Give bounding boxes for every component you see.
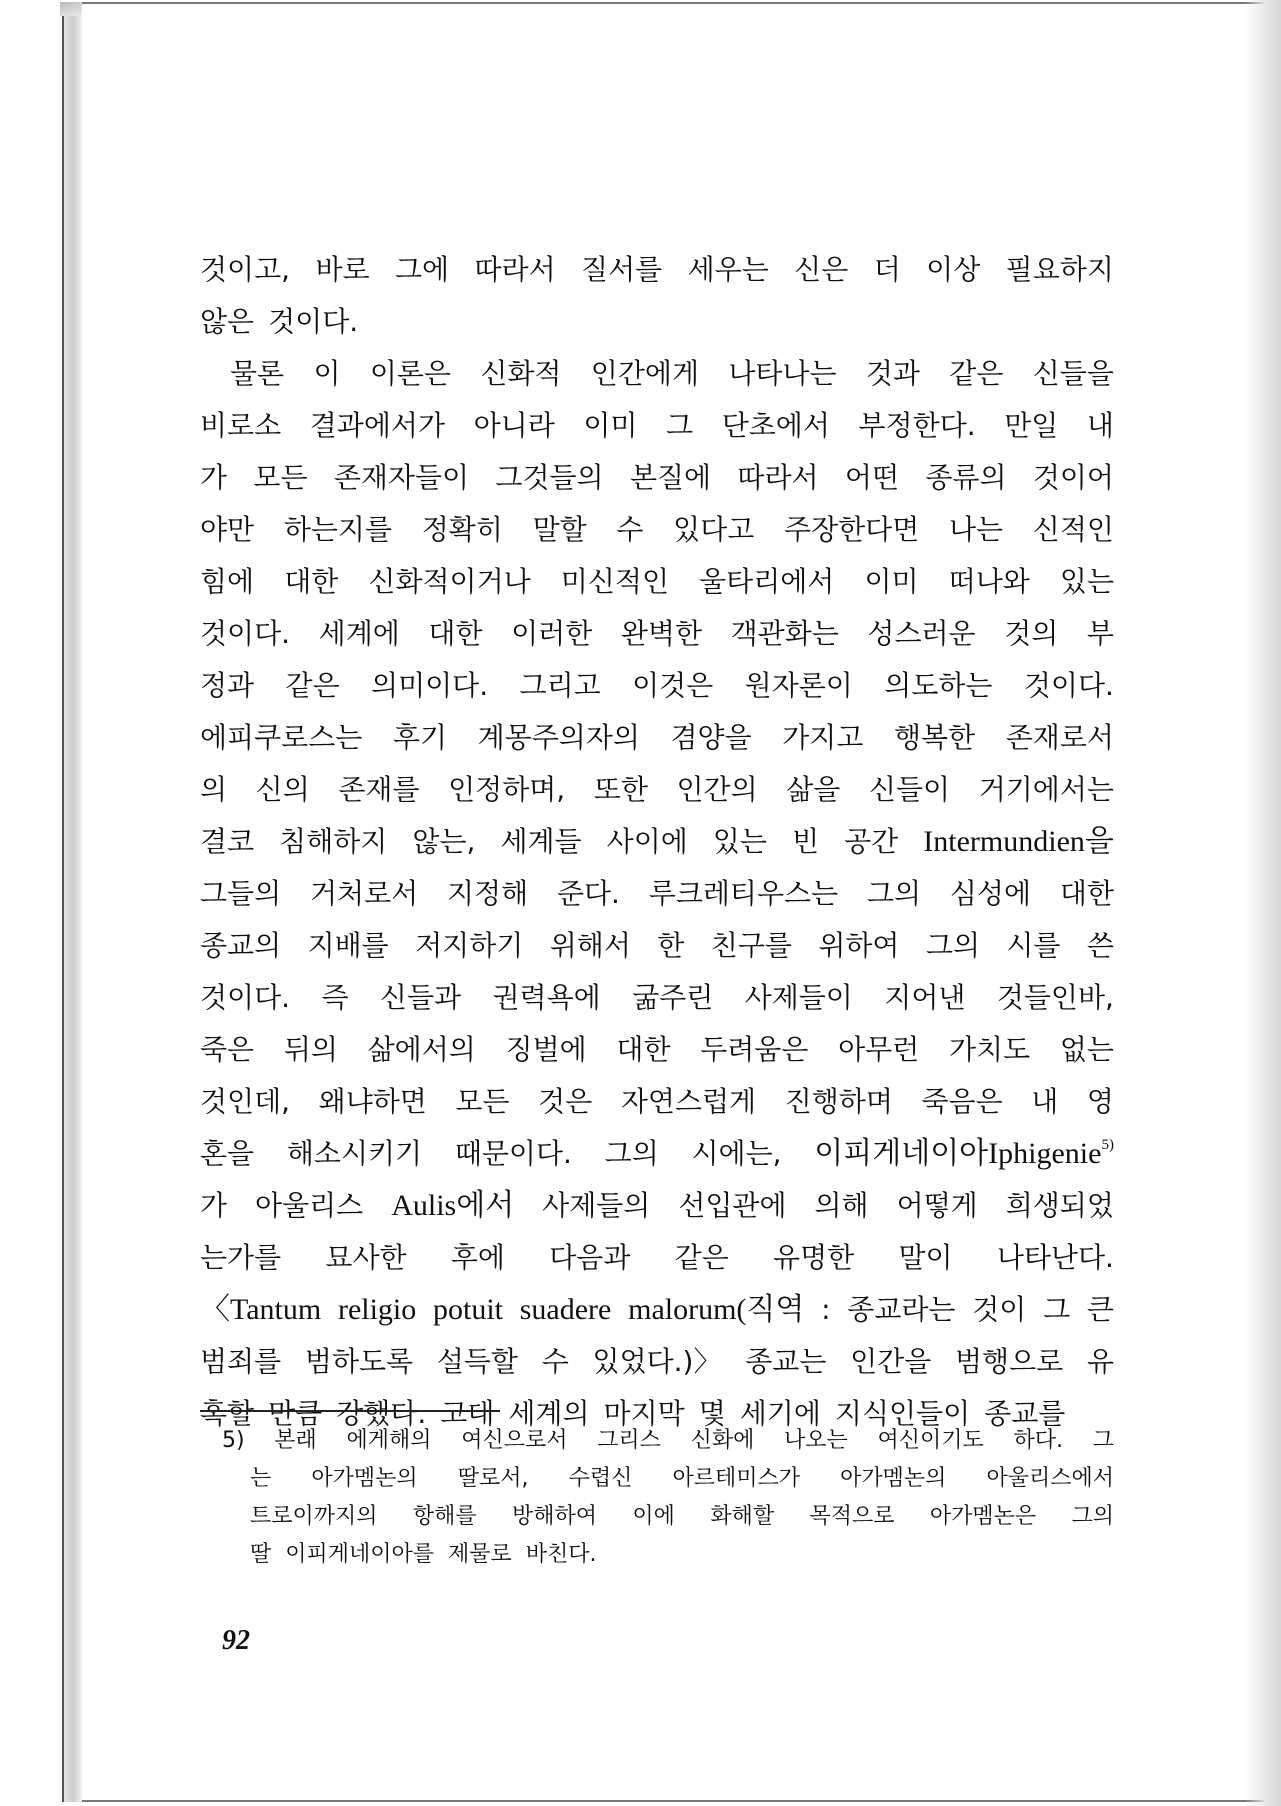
body-word: 필요하지 [1005,253,1114,286]
body-word: 그의 [925,929,980,962]
body-word: 단초에서 [721,409,830,442]
body-word: 는가를 [200,1241,282,1274]
body-word: 어떤 [844,461,900,494]
body-word: 삶을 [786,773,841,806]
body-word: 것은 [538,1085,593,1118]
body-line [200,400,1114,452]
page-edge-shadow [1245,0,1281,1806]
body-word: 그에 [394,253,450,286]
footnote-word: 그 [1092,1428,1114,1453]
footnote-word: 제물로 [448,1542,512,1567]
body-word: 친구를 [710,929,792,962]
body-line [200,348,1114,400]
footnote-word: 본래 [274,1428,317,1453]
body-word: 본질에 [629,461,712,494]
body-word: 바로 [315,253,370,286]
footnote-line [200,1498,1114,1536]
body-word: 설득할 [436,1345,518,1378]
body-word: 성스러운 [867,617,976,650]
body-word: 자연스럽게 [620,1085,757,1118]
body-word: 신들이 [868,773,951,806]
footnote-word: 아르테미스가 [672,1466,800,1491]
body-word: 유명한 [773,1241,855,1274]
body-word: 있었다.)〉 [592,1345,722,1378]
body-word: 존재자들이 [333,461,470,494]
body-word: 사제들이 [744,981,853,1014]
footnote-word: 이피게네이아를 [285,1542,435,1567]
body-word: 있다고 [673,513,755,546]
body-word: 인간의 [676,773,758,806]
body-word: 지어낸 [884,981,966,1014]
body-word: : [821,1293,831,1326]
body-word: 떠나와 [948,565,1030,598]
body-word: 이러한 [511,617,593,650]
body-word: 쓴 [1086,929,1114,962]
body-word: 범하도록 [304,1345,414,1378]
body-word: 사이에 [606,825,688,858]
body-line [200,972,1114,1024]
footnote-word: 화해할 [710,1504,775,1529]
body-word: 범행으로 [955,1345,1064,1378]
body-word: 즉 [321,981,349,1014]
body-line [200,504,1114,556]
body-word: 때문이다. [454,1137,572,1170]
body-word: 않는, [412,825,476,858]
footnote-word: 하다. [1013,1428,1063,1453]
body-word: 신은 [794,253,849,286]
body-word: 선입관에 [678,1189,787,1222]
body-word: 않은 [200,305,255,338]
body-word: 묘사한 [325,1241,407,1274]
body-word: 것이다. [268,305,359,338]
body-word: 이상 [926,253,981,286]
body-word: 에피쿠로스는 [200,721,363,754]
body-word: 주장한다면 [784,513,920,546]
body-word: 거기에서는 [978,773,1114,806]
body-word: 죽음은 [921,1085,1003,1118]
body-word: 행복한 [893,721,976,754]
body-word: 혼을 [200,1137,255,1170]
book-spine [62,6,82,1802]
body-word: 야만 [200,513,255,546]
body-word: 그리고 [519,669,601,702]
body-word: 큰 [1086,1293,1114,1326]
body-word: 것이고, [200,253,291,286]
body-word: 있는 [712,825,767,858]
body-word: 것이다. [200,617,291,650]
body-word: 말할 [532,513,587,546]
body-word: 침해하지 [279,825,388,858]
footnote-line [200,1460,1114,1498]
footnote-word: 그의 [1071,1504,1114,1529]
footnote-word: 딸로서, [457,1466,529,1491]
footnote-word: 신화에 [690,1428,755,1453]
body-word: 대한 [1059,877,1114,910]
body-word: 나타난다. [996,1241,1114,1274]
body-word: 시를 [1006,929,1061,962]
footnote-word: 항해를 [412,1504,477,1529]
body-word: 모든 [253,461,308,494]
body-word: 대한 [616,1033,671,1066]
body-word: 질서를 [581,253,663,286]
body-word: 가지고 [782,721,864,754]
footnote-word: 나오는 [784,1428,848,1453]
body-word: 세계의 [508,1397,590,1430]
body-line [200,556,1114,608]
body-word: 부 [1086,617,1114,650]
body-word: 죽은 [200,1033,255,1066]
body-word: Intermundien을 [923,825,1114,858]
footnote-word: 아가멤논의 [840,1466,947,1491]
body-word: 종교라는 [847,1293,956,1326]
body-word: 하는지를 [283,513,393,546]
body-word: 완벽한 [620,617,702,650]
body-word: 지식인들이 [834,1397,971,1430]
body-word: 존재로서 [1005,721,1114,754]
body-word: 가 [200,461,228,494]
footnote-line [200,1422,1114,1460]
body-line [200,608,1114,660]
body-word: 인간에게 [590,357,699,390]
footnote-line [200,1536,1114,1574]
body-word: 공간 [844,825,899,858]
body-word: 물론 [230,357,285,390]
body-word: 후에 [450,1241,505,1274]
body-line [200,1024,1114,1076]
footnote-word: 이에 [632,1504,675,1529]
body-word: 강했다. [336,1397,427,1430]
body-word: 세우는 [687,253,769,286]
body-word: 계몽주의자의 [477,721,640,754]
body-word: 신들을 [1032,357,1114,390]
footnote-separator [200,1410,500,1412]
body-word: 세기에 [739,1397,821,1430]
body-word: 뒤의 [283,1033,338,1066]
body-line [200,816,1114,868]
body-word: 의 [200,773,228,806]
body-word: 심성에 [949,877,1031,910]
body-line [200,296,1114,348]
footnote-word: 아울리스에서 [986,1466,1114,1491]
body-word: 종류의 [925,461,1007,494]
body-word: 다음과 [549,1241,631,1274]
body-word: 이론은 [369,357,451,390]
body-word: 종교를 [984,1397,1066,1430]
body-word: 신의 [255,773,310,806]
body-word: 더 [873,253,901,286]
body-word: 어떻게 [896,1189,978,1222]
body-word: 객관화는 [730,617,839,650]
body-word: 지배를 [307,929,389,962]
body-word: 원자론이 [744,669,853,702]
body-word: 같은 [949,357,1004,390]
footnote-word: 그리스 [597,1428,661,1453]
body-word: 것이 [972,1293,1027,1326]
body-word: 것과 [865,357,920,390]
body-word: 힘에 [200,565,255,598]
body-word: 가 [200,1189,228,1222]
body-word: 가치도 [948,1033,1031,1066]
body-line [200,1232,1114,1284]
body-word: 의미이다. [371,669,489,702]
body-word: 나는 [948,513,1004,546]
body-word: 따라서 [737,461,819,494]
body-text [200,244,1114,1440]
body-word: 사제들의 [542,1189,651,1222]
body-word: 희생되었 [1005,1189,1114,1222]
body-word: 한 [657,929,685,962]
footnote-word: 트로이까지의 [250,1504,378,1529]
body-word: 시에는, [691,1137,782,1170]
body-word: 세계에 [318,617,400,650]
body-word: 부정한다. [858,409,976,442]
body-word: 아무런 [838,1033,920,1066]
body-word: 수 [541,1345,569,1378]
body-word: 범죄를 [200,1345,282,1378]
body-word: 또한 [593,773,648,806]
body-word: 신들과 [379,981,462,1014]
page-number: 92 [222,1625,250,1656]
body-word: suadere [519,1293,612,1326]
footnote-word: 수렵신 [568,1466,633,1491]
body-word: 없는 [1059,1033,1114,1066]
body-word: 수 [616,513,644,546]
body-word: 인간을 [850,1345,932,1378]
footnote-word: 에게해의 [346,1428,432,1453]
body-word: 몇 [698,1397,726,1430]
body-word: 위해서 [549,929,631,962]
body-word: 것인데, [200,1085,291,1118]
body-word: 거처로서 [309,877,419,910]
body-word: 결코 [200,825,255,858]
body-word: 같은 [674,1241,729,1274]
body-line [200,1076,1114,1128]
body-line [200,452,1114,504]
body-line [200,1128,1114,1180]
body-word: 그것들의 [495,461,604,494]
body-word: 겸양을 [670,721,752,754]
body-word: 만일 [1004,409,1059,442]
body-word: 같은 [285,669,340,702]
body-word: 말이 [898,1241,953,1274]
body-word: 진행하며 [784,1085,893,1118]
body-word: 권력욕에 [492,981,601,1014]
body-word: 이미 [864,565,919,598]
footnote [200,1422,1114,1574]
body-word: 것이다. [200,981,291,1014]
body-word: 고대 [440,1397,495,1430]
body-word: 신화적 [480,357,562,390]
body-word: 나타나는 [728,357,837,390]
body-word: 후기 [392,721,447,754]
footnote-word: 여신이기도 [877,1428,984,1453]
body-line [200,244,1114,296]
footnote-reference: 5) [1101,1137,1114,1153]
body-word: 루크레티우스는 [648,877,839,910]
body-word: 이미 [583,409,638,442]
body-word: 유 [1086,1345,1114,1378]
body-word: 따라서 [474,253,556,286]
body-word: 왜냐하면 [318,1085,427,1118]
body-word: 내 [1086,409,1114,442]
body-word: 그 [1043,1293,1071,1326]
body-word: 미신적인 [560,565,669,598]
body-word: Aulis에서 [391,1189,515,1222]
footnote-word: 아가멤논의 [311,1466,418,1491]
body-word: 의도하는 [884,669,993,702]
footnote-word: 목적으로 [809,1504,895,1529]
body-word: 〈Tantum [200,1293,322,1326]
body-line [200,660,1114,712]
body-word: 대한 [284,565,339,598]
footnote-word: 딸 [250,1542,272,1567]
body-word: 모든 [455,1085,510,1118]
body-word: 아울리스 [255,1189,364,1222]
body-line [200,1336,1114,1388]
body-word: 세계들 [500,825,582,858]
body-word: 대한 [428,617,483,650]
body-line [200,920,1114,972]
body-word: 그 [666,409,694,442]
body-word: 그의 [604,1137,659,1170]
body-word: 울타리에서 [699,565,835,598]
footnote-word: 아가멤논은 [929,1504,1037,1529]
body-word: 신적인 [1032,513,1114,546]
body-word: 것이어 [1032,461,1114,494]
body-word: 내 [1031,1085,1059,1118]
body-word: 이피게네이아Iphigenie$^{5)}$ [814,1137,1114,1170]
body-word: 해소시키기 [286,1137,423,1170]
body-word: 준다. [556,877,620,910]
body-word: 정확히 [421,513,503,546]
body-word: 있는 [1059,565,1114,598]
body-word: 결과에서가 [309,409,445,442]
body-line [200,1284,1114,1336]
body-word: 마지막 [603,1397,685,1430]
body-word: potuit [433,1293,504,1326]
body-word: 징벌에 [505,1033,587,1066]
body-line [200,868,1114,920]
body-word: 신화적이거나 [368,565,531,598]
body-line [200,1180,1114,1232]
footnote-word: 여신으로서 [461,1428,568,1453]
body-line [200,764,1114,816]
body-word: 것의 [1004,617,1059,650]
body-word: 그의 [866,877,922,910]
body-word: 혹할 [200,1397,255,1430]
body-word: 정과 [200,669,255,702]
body-word: 아니라 [473,409,555,442]
footnote-word: 5) [222,1428,245,1453]
body-word: 것들인바, [996,981,1114,1014]
body-word: 의해 [814,1189,869,1222]
page-corner [60,2,84,16]
body-word: religio [337,1293,417,1326]
body-word: 저지하기 [415,929,524,962]
body-word: 이것은 [632,669,714,702]
body-word: 종교는 [745,1345,827,1378]
body-word: 그들의 [200,877,282,910]
body-word: 인정하며, [448,773,566,806]
body-line [200,712,1114,764]
body-word: 이 [313,357,341,390]
body-word: 굶주린 [632,981,714,1014]
body-word: 만큼 [268,1397,323,1430]
body-word: 비로소 [200,409,282,442]
body-word: malorum(직역 [628,1293,805,1326]
body-word: 두려움은 [700,1033,809,1066]
footnote-word: 바친다. [525,1542,597,1567]
body-word: 위하여 [818,929,900,962]
body-word: 것이다. [1023,669,1114,702]
body-word: 빈 [792,825,820,858]
body-word: 영 [1086,1085,1114,1118]
footnote-word: 는 [250,1466,272,1491]
body-word: 삶에서의 [367,1033,476,1066]
body-word: 존재를 [338,773,420,806]
body-word: 지정해 [446,877,529,910]
footnote-word: 방해하여 [512,1504,598,1529]
body-word: 종교의 [200,929,282,962]
